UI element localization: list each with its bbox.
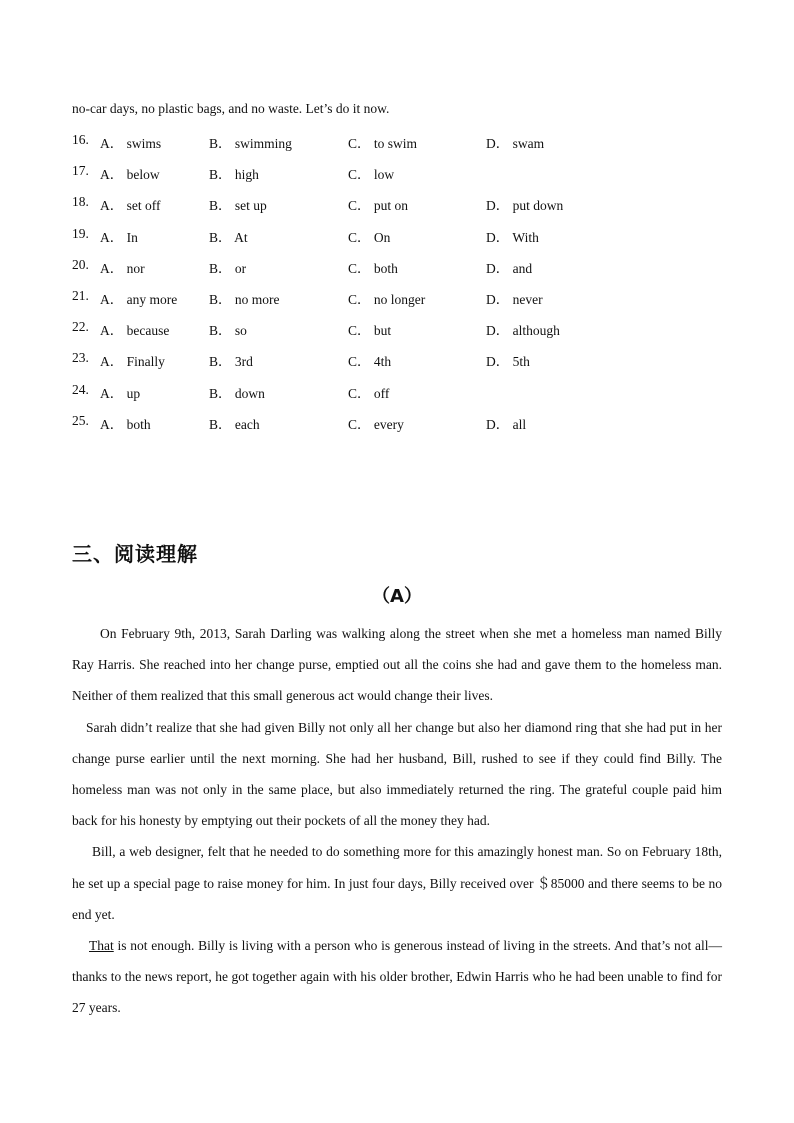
question-row — [72, 257, 752, 288]
question-number: 23. — [72, 350, 89, 366]
question-row — [72, 194, 752, 225]
option-b: B． 3rd — [209, 354, 253, 370]
question-number: 22. — [72, 319, 89, 335]
option-c: C． On — [348, 229, 391, 245]
option-d: D． and — [486, 260, 533, 276]
option-c: C． low — [348, 167, 395, 183]
question-row — [72, 350, 752, 381]
option-b: B． so — [209, 323, 247, 339]
paragraph-1: On February 9th, 2013, Sarah Darling was walking along the street when she met a homeless man named Billy Ray Harris. She reached into her change purse, emptied out all the coins she had and gave them to the homeless man. Neither of them realized that this small generous act would change their lives. — [72, 626, 722, 704]
question-number: 25. — [72, 412, 89, 428]
question-row — [72, 319, 752, 350]
option-b: B． each — [209, 416, 260, 432]
option-c: C． no longer — [348, 291, 426, 307]
option-b: B． or — [209, 260, 247, 276]
option-b: B． set up — [209, 198, 267, 214]
question-number: 21. — [72, 287, 89, 303]
option-b: B． At — [209, 229, 248, 245]
section-title: 三、阅读理解 — [72, 542, 198, 566]
question-row — [72, 413, 752, 444]
paragraph-2: Sarah didn’t realize that she had given Billy not only all her change but also her diamond ring that she had put in her change purse earlier until the next morning. She had her husband, Bill, rushed to see if they could find Billy. The homeless man was not only in the same place, but also immediately returned the ring. The grateful couple paid him back for his honesty by emptying out their pockets of all the money they had. — [72, 719, 722, 829]
option-c: C． but — [348, 323, 392, 339]
question-number: 17. — [72, 163, 89, 179]
option-d: D． all — [486, 416, 527, 432]
question-row — [72, 382, 752, 413]
question-row — [72, 288, 752, 319]
option-a: A． nor — [100, 260, 145, 276]
option-a: A． any more — [100, 291, 178, 307]
option-d: D． With — [486, 229, 539, 245]
paragraph-3: Bill, a web designer, felt that he needed to do something more for this amazingly honest man. So on February 18th, he set up a special page to raise money for him. In just four days, Billy received over ＄85000 and there seems to be no end yet. — [72, 844, 722, 922]
option-a: A． swims — [100, 136, 162, 151]
option-c: C． every — [348, 416, 404, 432]
paragraph-4 — [72, 930, 722, 1024]
question-row — [72, 163, 752, 194]
option-d: D． swam — [486, 136, 545, 151]
option-b: B． down — [209, 385, 265, 401]
option-d: D． 5th — [486, 354, 530, 370]
paragraph-4-text: is not enough. Billy is living with a person who is generous instead of living in the streets. And that’s not all—thanks to the news report, he got together again with his older brother, Edwin Harris who he had been unable to find for 27 years. — [72, 938, 722, 1016]
option-d: D． never — [486, 291, 543, 307]
option-a: A． set off — [100, 198, 161, 214]
option-a: A． both — [100, 416, 151, 432]
question-number: 18. — [72, 194, 89, 210]
option-b: B． swimming — [209, 136, 292, 151]
question-number: 24. — [72, 381, 89, 397]
question-number: 19. — [72, 225, 89, 241]
question-number: 20. — [72, 256, 89, 272]
option-a: A． up — [100, 385, 141, 401]
option-c: C． put on — [348, 198, 409, 214]
reading-passage — [72, 618, 722, 1024]
option-c: C． both — [348, 260, 398, 276]
option-c: C． off — [348, 385, 390, 401]
option-a: A． below — [100, 167, 160, 183]
option-c: C． to swim — [348, 136, 418, 151]
question-row — [72, 132, 752, 163]
question-row — [72, 226, 752, 257]
passage-label: （A） — [372, 586, 422, 607]
option-b: B． high — [209, 167, 259, 183]
intro-line: no-car days, no plastic bags, and no waste. Let’s do it now. — [72, 101, 390, 116]
underlined-word: That — [89, 938, 114, 954]
option-c: C． 4th — [348, 354, 392, 370]
option-a: A． In — [100, 229, 138, 245]
option-b: B． no more — [209, 291, 280, 307]
option-d: D． although — [486, 323, 560, 339]
option-a: A． Finally — [100, 354, 165, 370]
option-d: D． put down — [486, 198, 564, 214]
question-number: 16. — [72, 132, 89, 147]
option-a: A． because — [100, 323, 170, 339]
options-list — [72, 132, 752, 444]
